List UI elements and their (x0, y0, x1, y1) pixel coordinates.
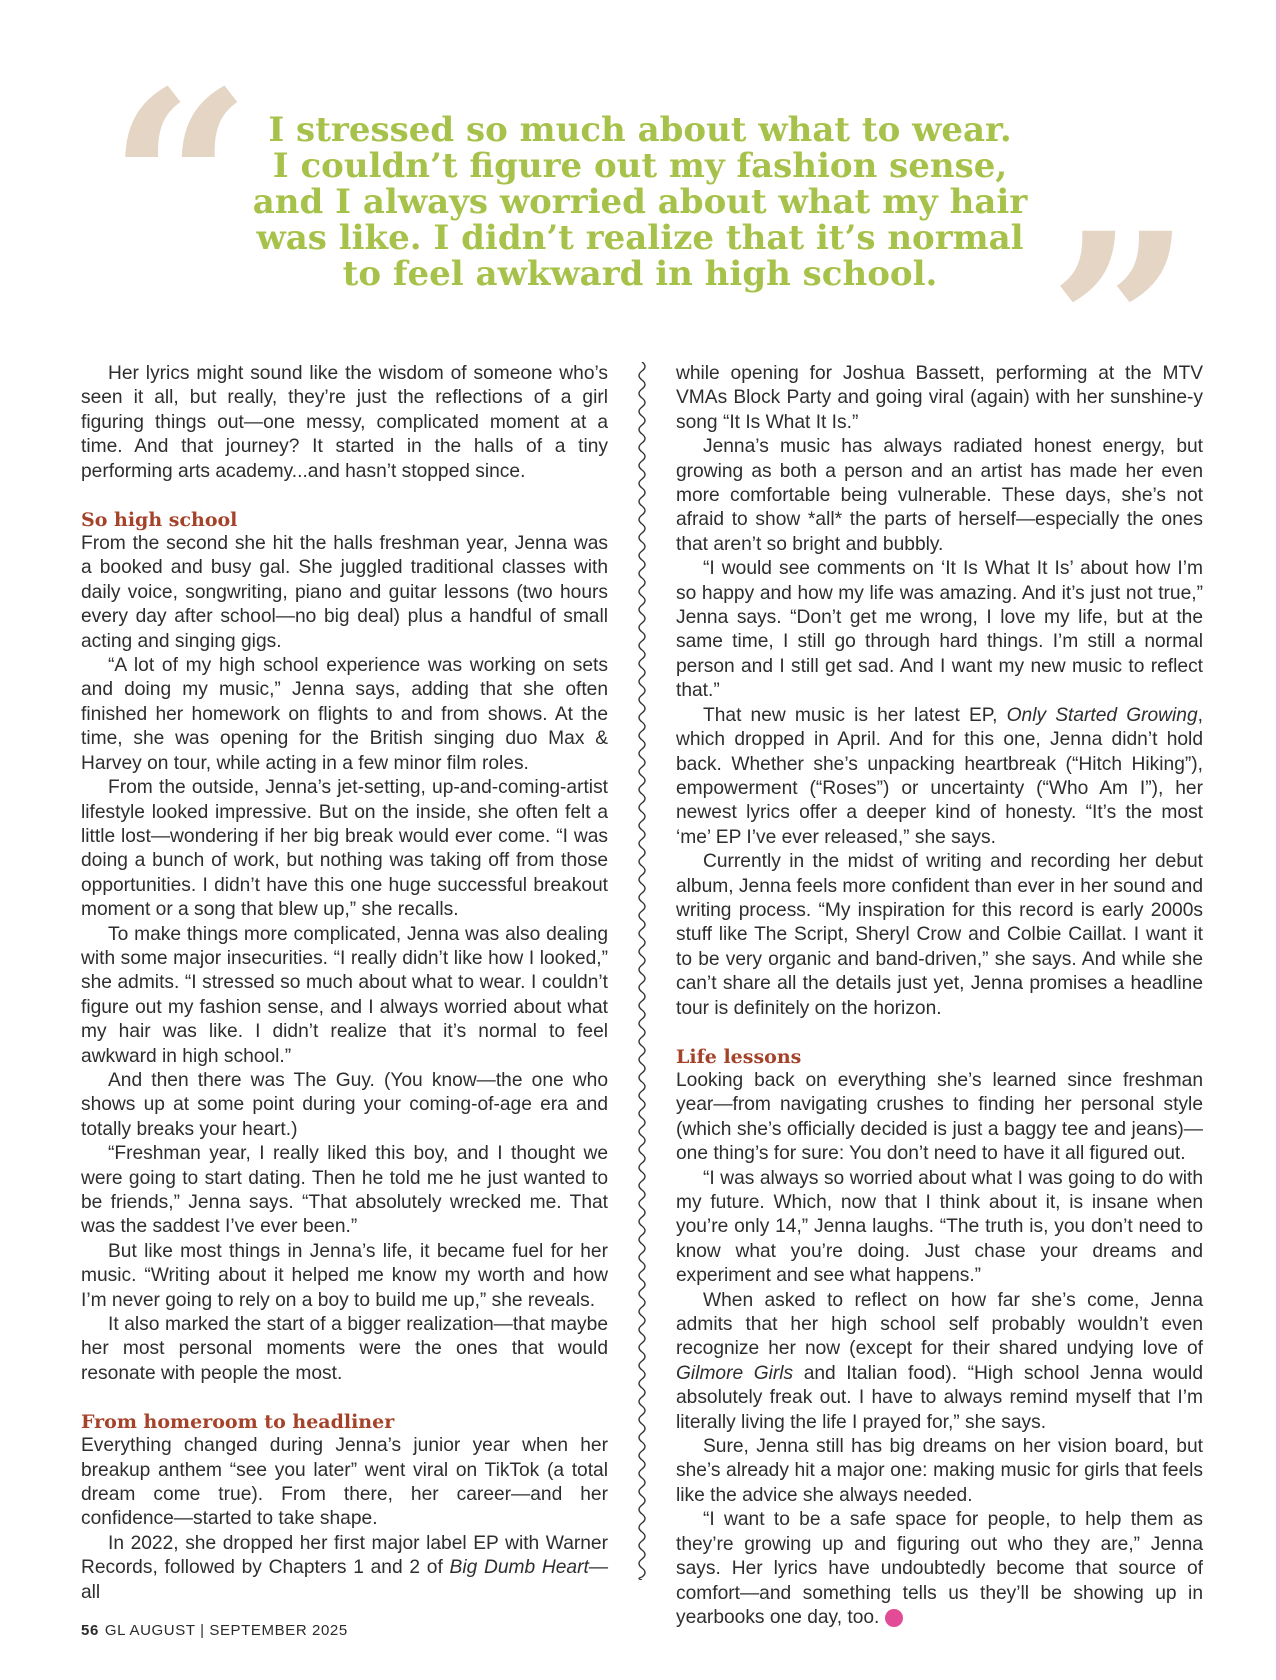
paragraph: It also marked the start of a bigger realization—that maybe her most personal moments were the ones that would resonate with people the most. (81, 1314, 608, 1384)
pull-quote-text (200, 112, 1080, 292)
paragraph: But like most things in Jenna’s life, it became fuel for her music. “Writing about it helped me know my worth and how I’m never going to rely on a boy to build me up,” she reveals. (81, 1240, 608, 1311)
page-footer (81, 1622, 348, 1639)
paragraph: Jenna’s music has always radiated honest energy, but growing as both a person and an artist has made her even more comfortable being vulnerable. These days, she’s not afraid to show *all* the parts of herself—especially the ones that aren’t so bright and bubbly. (676, 436, 1203, 555)
pull-quote-line: to feel awkward in high school. (342, 254, 938, 294)
paragraph: And then there was The Guy. (You know—the one who shows up at some point during your coming-of-age era and totally breaks your heart.) (81, 1069, 608, 1140)
title-gilmore-girls: Gilmore Girls (676, 1362, 794, 1384)
subhead-from-homeroom-to-headliner: From homeroom to headliner (81, 1411, 395, 1434)
paragraph (676, 1508, 1203, 1630)
text-run: —all (81, 1557, 608, 1603)
title-big-dumb-heart: Big Dumb Heart (449, 1557, 589, 1579)
text-run: In 2022, she dropped her first major label EP with Warner Records, followed by Chapters 1 and 2 of (81, 1532, 608, 1579)
open-quote-mark-icon: “ (108, 36, 252, 330)
issue-label: GL AUGUST | SEPTEMBER 2025 (104, 1622, 348, 1639)
paragraph: “Freshman year, I really liked this boy, and I thought we were going to start dating. Then he told me he just wanted to be friends,” Jenna says. “That absolutely wrecked me. That was the saddest I’ve ever been.” (81, 1143, 608, 1238)
text-run: , which dropped in April. And for this one, Jenna didn’t hold back. Whether she’s unpacking heartbreak (“Hitch Hiking”), empowerment (“Roses”) or uncertainty (“Who Am I”), her newest lyrics offer a deeper kind of honesty. “It’s the most ‘me’ EP I’ve ever released,” she says. (676, 704, 1203, 848)
subhead-life-lessons: Life lessons (676, 1045, 802, 1068)
title-only-started-growing: Only Started Growing (1006, 704, 1198, 726)
article-column-right (676, 362, 1203, 1630)
text-run: and Italian food). “High school Jenna would absolutely freak out. I have to always remind myself that I’m literally living the life I prayed for,” she says. (676, 1362, 1203, 1433)
text-run: That new music is her latest EP, (703, 704, 1007, 726)
paragraph: “A lot of my high school experience was working on sets and doing my music,” Jenna says, adding that she often finished her homework on flights to and from shows. At the time, she was opening for the British singing duo Max & Harvey on tour, while acting in a few minor film roles. (81, 655, 608, 774)
paragraph: Her lyrics might sound like the wisdom of someone who’s seen it all, but really, they’re just the reflections of a girl figuring things out—one messy, complicated moment at a time. And that journey? It started in the halls of a tiny performing arts academy...and hasn’t stopped since. (81, 363, 608, 482)
wavy-column-divider (633, 362, 651, 1580)
paragraph: From the second she hit the halls freshman year, Jenna was a booked and busy gal. She juggled traditional classes with daily voice, songwriting, piano and guitar lessons (two hours every day after school—no big deal) plus a handful of small acting and singing gigs. (81, 533, 608, 652)
paragraph (81, 1532, 608, 1605)
close-quote-mark-icon: ” (1048, 178, 1192, 472)
paragraph: “I would see comments on ‘It Is What It Is’ about how I’m so happy and how my life was amazing. And it’s just not true,” Jenna says. “Don’t get me wrong, I love my life, but at the same time, I still go through hard things. I’m still a normal person and I still get sad. And I want my new music to reflect that.” (676, 558, 1203, 702)
paragraph: “I was always so worried about what I was going to do with my future. Which, now that I think about it, is insane when you’re only 14,” Jenna laughs. “The truth is, you don’t need to know what you’re doing. Just chase your dreams and experiment and see what happens.” (676, 1167, 1203, 1287)
subhead-so-high-school: So high school (81, 509, 238, 532)
gl-end-logo-icon: gl (885, 1609, 903, 1627)
paragraph: Sure, Jenna still has big dreams on her vision board, but she’s already hit a major one: making music for girls that feels like the advice she always needed. (676, 1436, 1203, 1506)
pull-quote-line: and I always worried about what my hair (252, 182, 1028, 222)
article-column-left (81, 362, 608, 1605)
paragraph: From the outside, Jenna’s jet-setting, up-and-coming-artist lifestyle looked impressive. But on the inside, she often felt a little lost—wondering if her big break would ever come. “I was doing a bunch of work, but nothing was taking off from those opportunities. I didn’t have this one huge successful breakout moment or a song that blew up,” she recalls. (81, 777, 608, 921)
text-run: “I want to be a safe space for people, to help them as they’re growing up and figuring out who they are,” Jenna says. Her lyrics have undoubtedly become that source of comfort—and something tells us they’ll be showing up in yearbooks one day, too. (676, 1509, 1203, 1628)
paragraph: To make things more complicated, Jenna was also dealing with some major insecurities. “I really didn’t like how I looked,” she admits. “I stressed so much about what to wear. I couldn’t figure out my fashion sense, and I always worried about what my hair was like. I didn’t realize that it’s normal to feel awkward in high school.” (81, 923, 608, 1067)
paragraph (676, 704, 1203, 850)
paragraph: Currently in the midst of writing and recording her debut album, Jenna feels more confident than ever in her sound and writing process. “My inspiration for this record is early 2000s stuff like The Script, Sheryl Crow and Colbie Caillat. I want it to be very organic and band-driven,” she says. And while she can’t share all the details just yet, Jenna promises a headline tour is definitely on the horizon. (676, 851, 1203, 1019)
paragraph (676, 1289, 1203, 1435)
pull-quote-line: I stressed so much about what to wear. (268, 110, 1012, 150)
paragraph: Everything changed during Jenna’s junior year when her breakup anthem “see you later” went viral on TikTok (a total dream come true). From there, her career—and her confidence—started to take shape. (81, 1435, 608, 1530)
pull-quote-line: I couldn’t figure out my fashion sense, (272, 146, 1008, 186)
page-number: 56 (81, 1622, 99, 1639)
pull-quote-line: was like. I didn’t realize that it’s normal (256, 218, 1024, 258)
paragraph: while opening for Joshua Bassett, performing at the MTV VMAs Block Party and going viral (again) with her sunshine-y song “It Is What It Is.” (676, 363, 1203, 433)
text-run: When asked to reflect on how far she’s come, Jenna admits that her high school self probably wouldn’t even recognize her now (except for their shared undying love of (676, 1289, 1203, 1360)
paragraph: Looking back on everything she’s learned since freshman year—from navigating crushes to finding her personal style (which she’s officially decided is just a baggy tee and jeans)—one thing’s for sure: You don’t need to have it all figured out. (676, 1069, 1203, 1165)
